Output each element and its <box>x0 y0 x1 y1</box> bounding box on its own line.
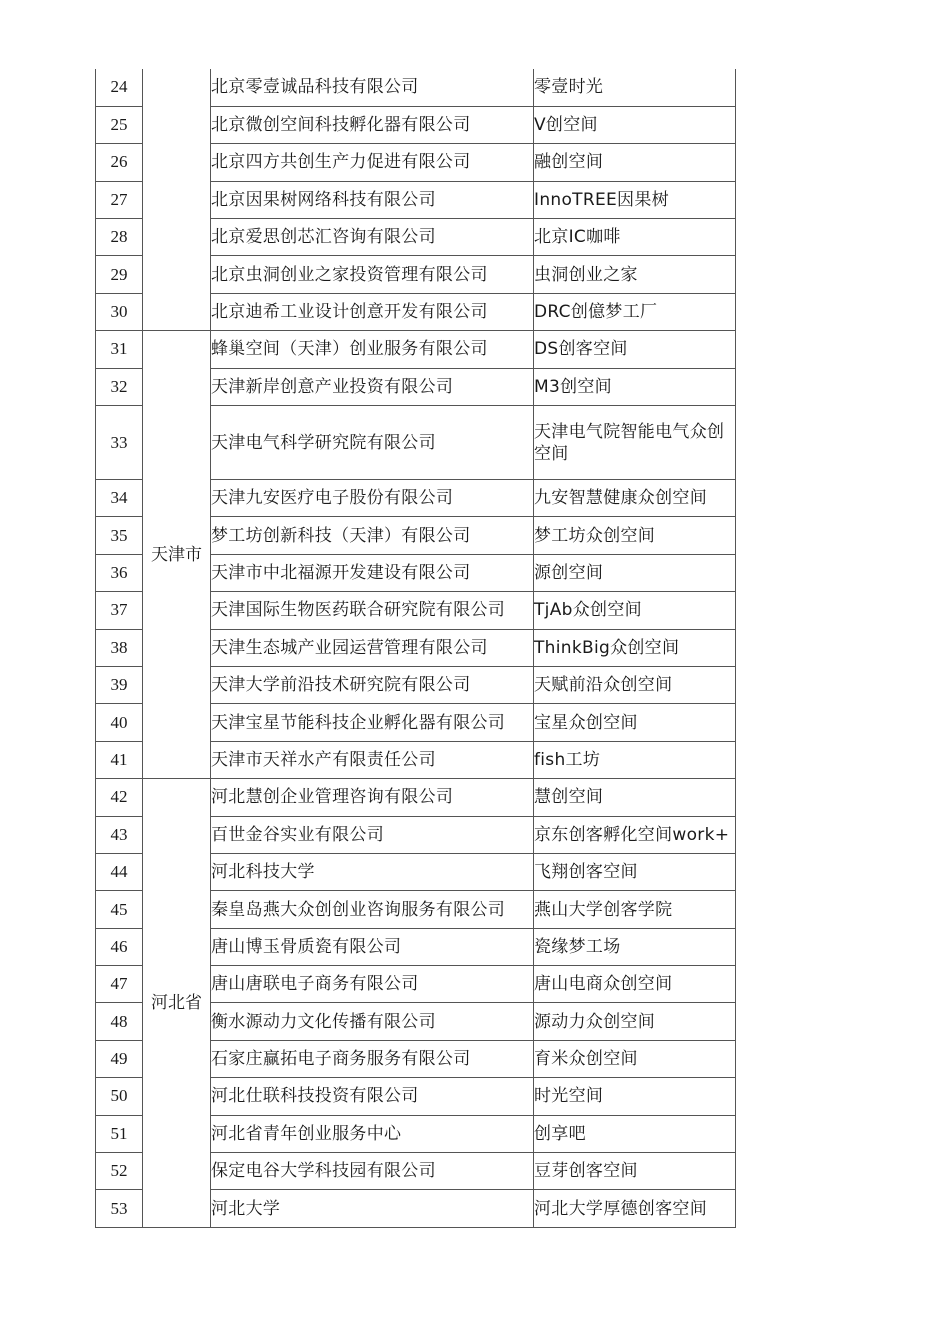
row-number: 53 <box>96 1190 143 1227</box>
row-number: 37 <box>96 592 143 629</box>
row-number: 51 <box>96 1115 143 1152</box>
space-name: 源创空间 <box>534 554 736 591</box>
row-number: 50 <box>96 1078 143 1115</box>
operating-organization: 石家庄赢拓电子商务服务有限公司 <box>211 1040 534 1077</box>
table-row <box>96 331 736 368</box>
row-number: 25 <box>96 106 143 143</box>
row-number: 24 <box>96 69 143 106</box>
space-name: fish工坊 <box>534 741 736 778</box>
space-name: 河北大学厚德创客空间 <box>534 1190 736 1227</box>
row-number: 44 <box>96 853 143 890</box>
space-name: 天赋前沿众创空间 <box>534 666 736 703</box>
operating-organization: 河北大学 <box>211 1190 534 1227</box>
row-number: 52 <box>96 1153 143 1190</box>
operating-organization: 北京因果树网络科技有限公司 <box>211 181 534 218</box>
row-number: 49 <box>96 1040 143 1077</box>
space-name: 飞翔创客空间 <box>534 853 736 890</box>
space-name: 虫洞创业之家 <box>534 256 736 293</box>
row-number: 46 <box>96 928 143 965</box>
operating-organization: 天津宝星节能科技企业孵化器有限公司 <box>211 704 534 741</box>
table-row <box>96 779 736 816</box>
province-cell <box>143 69 211 331</box>
operating-organization: 天津生态城产业园运营管理有限公司 <box>211 629 534 666</box>
operating-organization: 河北慧创企业管理咨询有限公司 <box>211 779 534 816</box>
space-name: M3创空间 <box>534 368 736 405</box>
row-number: 42 <box>96 779 143 816</box>
row-number: 41 <box>96 741 143 778</box>
row-number: 34 <box>96 480 143 517</box>
row-number: 40 <box>96 704 143 741</box>
row-number: 27 <box>96 181 143 218</box>
space-name: 京东创客孵化空间work+ <box>534 816 736 853</box>
operating-organization: 天津新岸创意产业投资有限公司 <box>211 368 534 405</box>
operating-organization: 秦皇岛燕大众创创业咨询服务有限公司 <box>211 891 534 928</box>
operating-organization: 保定电谷大学科技园有限公司 <box>211 1153 534 1190</box>
row-number: 29 <box>96 256 143 293</box>
space-name: 宝星众创空间 <box>534 704 736 741</box>
operating-organization: 北京迪希工业设计创意开发有限公司 <box>211 293 534 330</box>
operating-organization: 北京微创空间科技孵化器有限公司 <box>211 106 534 143</box>
operating-organization: 衡水源动力文化传播有限公司 <box>211 1003 534 1040</box>
space-name: 九安智慧健康众创空间 <box>534 480 736 517</box>
operating-organization: 河北仕联科技投资有限公司 <box>211 1078 534 1115</box>
operating-organization: 天津九安医疗电子股份有限公司 <box>211 480 534 517</box>
operating-organization: 天津国际生物医药联合研究院有限公司 <box>211 592 534 629</box>
row-number: 31 <box>96 331 143 368</box>
row-number: 39 <box>96 666 143 703</box>
row-number: 48 <box>96 1003 143 1040</box>
space-name: 豆芽创客空间 <box>534 1153 736 1190</box>
operating-organization: 天津大学前沿技术研究院有限公司 <box>211 666 534 703</box>
space-name: 唐山电商众创空间 <box>534 966 736 1003</box>
space-name: DRC创億梦工厂 <box>534 293 736 330</box>
table-row <box>96 69 736 106</box>
operating-organization: 蜂巢空间（天津）创业服务有限公司 <box>211 331 534 368</box>
operating-organization: 河北省青年创业服务中心 <box>211 1115 534 1152</box>
space-name: 源动力众创空间 <box>534 1003 736 1040</box>
space-name: 融创空间 <box>534 144 736 181</box>
table-body <box>96 69 736 1227</box>
operating-organization: 北京爱思创芯汇咨询有限公司 <box>211 219 534 256</box>
space-name: InnoTREE因果树 <box>534 181 736 218</box>
space-name: 慧创空间 <box>534 779 736 816</box>
row-number: 36 <box>96 554 143 591</box>
province-cell: 河北省 <box>143 779 211 1228</box>
operating-organization: 北京虫洞创业之家投资管理有限公司 <box>211 256 534 293</box>
row-number: 35 <box>96 517 143 554</box>
row-number: 26 <box>96 144 143 181</box>
incubator-list-table <box>95 69 736 1228</box>
operating-organization: 北京四方共创生产力促进有限公司 <box>211 144 534 181</box>
operating-organization: 天津市天祥水产有限责任公司 <box>211 741 534 778</box>
row-number: 30 <box>96 293 143 330</box>
space-name: 创享吧 <box>534 1115 736 1152</box>
space-name: 时光空间 <box>534 1078 736 1115</box>
operating-organization: 天津市中北福源开发建设有限公司 <box>211 554 534 591</box>
operating-organization: 天津电气科学研究院有限公司 <box>211 406 534 480</box>
space-name: 天津电气院智能电气众创空间 <box>534 406 736 480</box>
operating-organization: 唐山唐联电子商务有限公司 <box>211 966 534 1003</box>
space-name: 梦工坊众创空间 <box>534 517 736 554</box>
operating-organization: 梦工坊创新科技（天津）有限公司 <box>211 517 534 554</box>
operating-organization: 百世金谷实业有限公司 <box>211 816 534 853</box>
space-name: V创空间 <box>534 106 736 143</box>
space-name: TjAb众创空间 <box>534 592 736 629</box>
space-name: 零壹时光 <box>534 69 736 106</box>
space-name: ThinkBig众创空间 <box>534 629 736 666</box>
row-number: 47 <box>96 966 143 1003</box>
row-number: 43 <box>96 816 143 853</box>
province-cell: 天津市 <box>143 331 211 779</box>
row-number: 32 <box>96 368 143 405</box>
operating-organization: 北京零壹诚品科技有限公司 <box>211 69 534 106</box>
row-number: 38 <box>96 629 143 666</box>
operating-organization: 河北科技大学 <box>211 853 534 890</box>
space-name: 瓷缘梦工场 <box>534 928 736 965</box>
space-name: 燕山大学创客学院 <box>534 891 736 928</box>
space-name: DS创客空间 <box>534 331 736 368</box>
row-number: 28 <box>96 219 143 256</box>
space-name: 北京IC咖啡 <box>534 219 736 256</box>
space-name: 育米众创空间 <box>534 1040 736 1077</box>
row-number: 33 <box>96 406 143 480</box>
operating-organization: 唐山博玉骨质瓷有限公司 <box>211 928 534 965</box>
row-number: 45 <box>96 891 143 928</box>
